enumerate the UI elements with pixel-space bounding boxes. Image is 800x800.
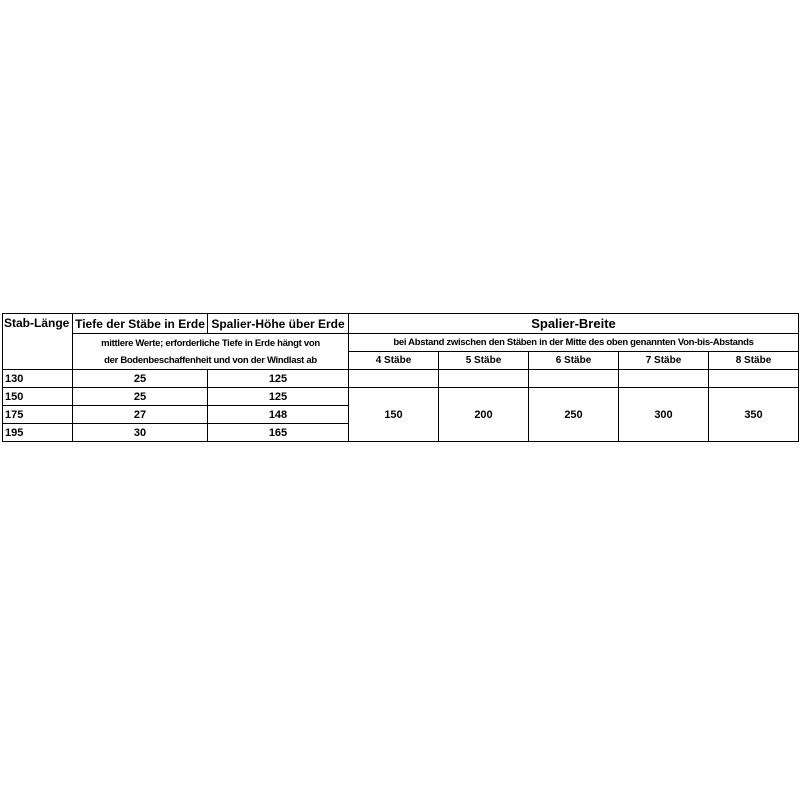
cell-empty xyxy=(529,370,619,388)
header-breite: Spalier-Breite xyxy=(349,314,799,334)
breite-value-5: 200 xyxy=(439,388,529,442)
cell-empty xyxy=(709,370,799,388)
breite-value-7: 300 xyxy=(619,388,709,442)
spalier-table-container xyxy=(2,313,798,442)
subheader-row xyxy=(3,334,799,352)
header-hoehe: Spalier-Höhe über Erde xyxy=(208,314,349,334)
breite-value-4: 150 xyxy=(349,388,439,442)
note-mittlere-werte xyxy=(73,334,349,370)
breite-value-6: 250 xyxy=(529,388,619,442)
table-row xyxy=(3,388,799,406)
col-8-staebe: 8 Stäbe xyxy=(709,352,799,370)
cell-hoehe: 125 xyxy=(208,388,349,406)
cell-hoehe: 165 xyxy=(208,424,349,442)
cell-empty xyxy=(439,370,529,388)
cell-laenge: 195 xyxy=(3,424,73,442)
cell-hoehe: 148 xyxy=(208,406,349,424)
col-5-staebe: 5 Stäbe xyxy=(439,352,529,370)
cell-laenge: 150 xyxy=(3,388,73,406)
cell-laenge: 130 xyxy=(3,370,73,388)
table-row xyxy=(3,370,799,388)
cell-tiefe: 25 xyxy=(73,388,208,406)
cell-laenge: 175 xyxy=(3,406,73,424)
note-line-1: mittlere Werte; erforderliche Tiefe in Erde hängt von xyxy=(101,337,320,349)
col-4-staebe: 4 Stäbe xyxy=(349,352,439,370)
breite-value-8: 350 xyxy=(709,388,799,442)
note-line-2: der Bodenbeschaffenheit und von der Windlast ab xyxy=(104,354,317,366)
col-6-staebe: 6 Stäbe xyxy=(529,352,619,370)
cell-tiefe: 30 xyxy=(73,424,208,442)
header-tiefe: Tiefe der Stäbe in Erde xyxy=(73,314,208,334)
spalier-table xyxy=(2,313,799,442)
col-7-staebe: 7 Stäbe xyxy=(619,352,709,370)
cell-tiefe: 27 xyxy=(73,406,208,424)
header-row xyxy=(3,314,799,334)
header-stab-laenge: Stab-Länge xyxy=(3,314,73,370)
cell-empty xyxy=(619,370,709,388)
cell-tiefe: 25 xyxy=(73,370,208,388)
cell-hoehe: 125 xyxy=(208,370,349,388)
cell-empty xyxy=(349,370,439,388)
breite-intro: bei Abstand zwischen den Stäben in der Mitte des oben genannten Von-bis-Abstands xyxy=(349,334,799,352)
